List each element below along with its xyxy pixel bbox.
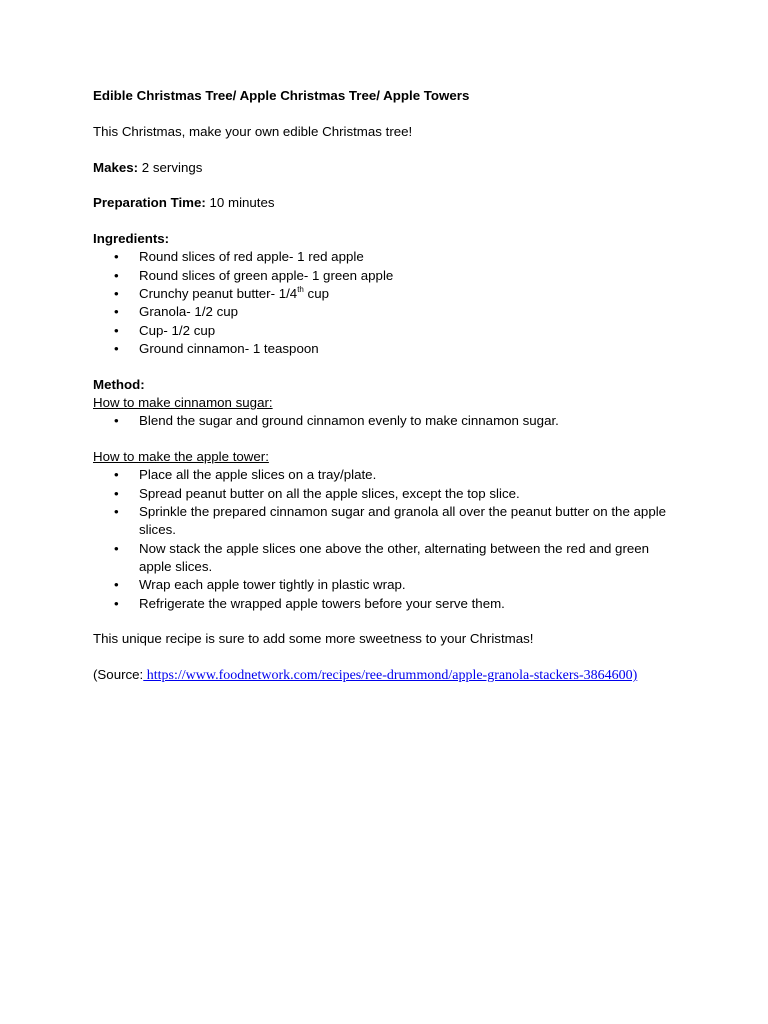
bullet-icon: • bbox=[114, 540, 119, 556]
bullet-icon: • bbox=[114, 413, 119, 429]
prep-time-label: Preparation Time: bbox=[93, 195, 206, 211]
list-item bbox=[93, 340, 678, 358]
list-item bbox=[93, 285, 678, 303]
closing-text: This unique recipe is sure to add some more sweetness to your Christmas! bbox=[93, 631, 534, 647]
recipe-intro: This Christmas, make your own edible Christmas tree! bbox=[93, 123, 413, 139]
bullet-icon: • bbox=[114, 595, 119, 611]
ingredient-text: Crunchy peanut butter- 1/4 bbox=[139, 286, 298, 302]
ingredient-text: Cup- 1/2 cup bbox=[139, 322, 216, 338]
prep-time-value: 10 minutes bbox=[205, 195, 275, 211]
method-heading: Method: bbox=[93, 376, 145, 392]
ordinal-superscript: th bbox=[297, 284, 304, 294]
list-item bbox=[93, 248, 678, 266]
step-text: Now stack the apple slices one above the other, alternating between the red and green apple slices. bbox=[139, 540, 650, 574]
makes-label: Makes: bbox=[93, 159, 139, 175]
step-text: Wrap each apple tower tightly in plastic wrap. bbox=[139, 577, 406, 593]
source-prefix: (Source: bbox=[93, 667, 144, 683]
bullet-icon: • bbox=[114, 267, 119, 283]
recipe-document bbox=[93, 87, 678, 685]
tower-steps-list bbox=[93, 466, 678, 612]
ingredient-text: Round slices of green apple- 1 green apple bbox=[139, 267, 394, 283]
source-line bbox=[93, 666, 678, 685]
list-item bbox=[93, 466, 678, 484]
ingredients-heading: Ingredients: bbox=[93, 231, 170, 247]
makes-value: 2 servings bbox=[138, 159, 203, 175]
step-text: Blend the sugar and ground cinnamon evenly to make cinnamon sugar. bbox=[139, 413, 559, 429]
ingredient-text: Ground cinnamon- 1 teaspoon bbox=[139, 340, 319, 356]
list-item bbox=[93, 412, 678, 430]
ingredient-unit: cup bbox=[303, 286, 329, 302]
sugar-steps-list bbox=[93, 412, 678, 430]
bullet-icon: • bbox=[114, 340, 119, 356]
makes-line bbox=[93, 159, 678, 177]
prep-time-line bbox=[93, 194, 678, 212]
ingredient-text: Granola- 1/2 cup bbox=[139, 304, 239, 320]
list-item bbox=[93, 595, 678, 613]
bullet-icon: • bbox=[114, 286, 119, 302]
list-item bbox=[93, 267, 678, 285]
list-item bbox=[93, 303, 678, 321]
ingredients-list bbox=[93, 248, 678, 358]
recipe-title: Edible Christmas Tree/ Apple Christmas Tree/ Apple Towers bbox=[93, 88, 470, 103]
list-item bbox=[93, 485, 678, 503]
bullet-icon: • bbox=[114, 504, 119, 520]
step-text: Sprinkle the prepared cinnamon sugar and granola all over the peanut butter on the apple slices. bbox=[139, 504, 667, 538]
ingredient-text: Round slices of red apple- 1 red apple bbox=[139, 249, 364, 265]
source-link[interactable]: https://www.foodnetwork.com/recipes/ree-drummond/apple-granola-stackers-3864600) bbox=[143, 668, 638, 684]
bullet-icon: • bbox=[114, 249, 119, 265]
bullet-icon: • bbox=[114, 304, 119, 320]
step-text: Spread peanut butter on all the apple slices, except the top slice. bbox=[139, 485, 520, 501]
list-item bbox=[93, 540, 678, 577]
list-item bbox=[93, 503, 678, 540]
bullet-icon: • bbox=[114, 577, 119, 593]
tower-subheading: How to make the apple tower: bbox=[93, 449, 269, 465]
step-text: Refrigerate the wrapped apple towers before your serve them. bbox=[139, 595, 505, 611]
sugar-subheading: How to make cinnamon sugar: bbox=[93, 395, 273, 411]
bullet-icon: • bbox=[114, 467, 119, 483]
bullet-icon: • bbox=[114, 485, 119, 501]
list-item bbox=[93, 576, 678, 594]
step-text: Place all the apple slices on a tray/plate. bbox=[139, 467, 377, 483]
bullet-icon: • bbox=[114, 322, 119, 338]
list-item bbox=[93, 322, 678, 340]
